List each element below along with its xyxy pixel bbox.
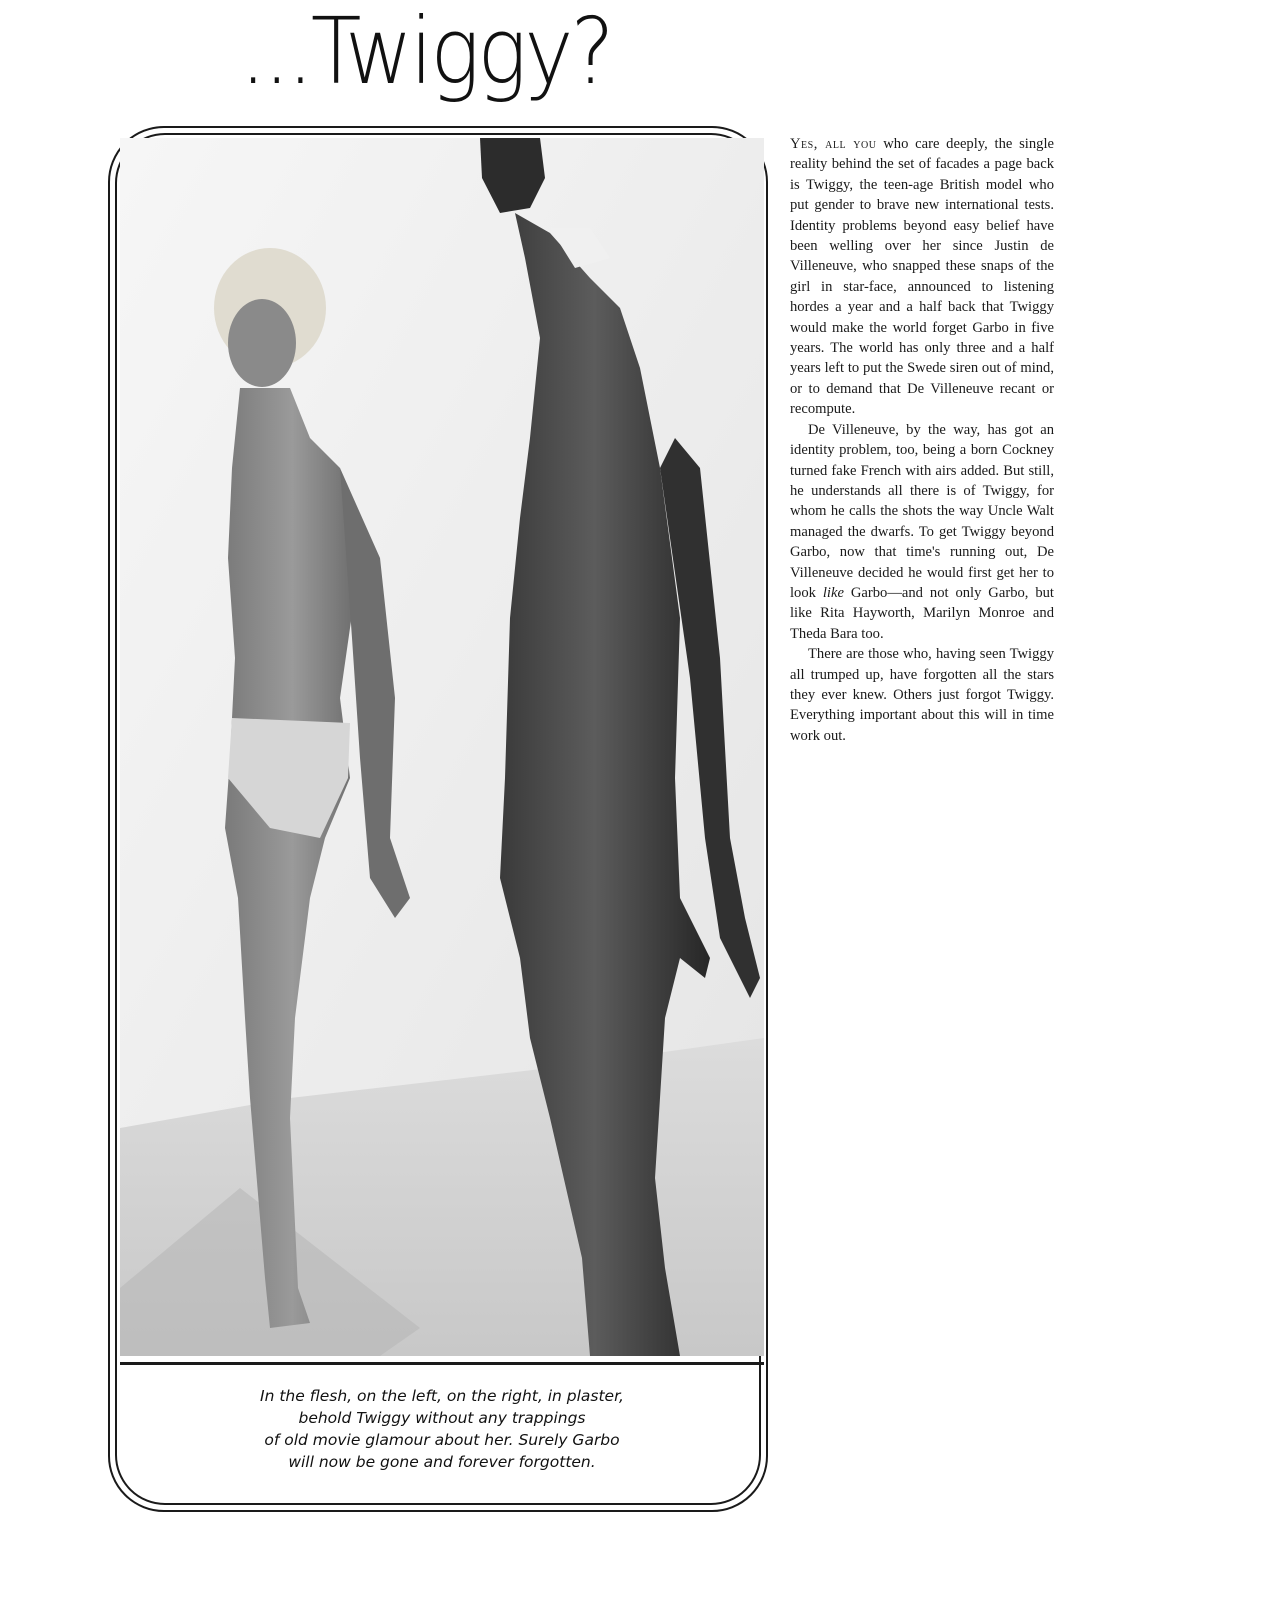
article-paragraph-3: There are those who, having seen Twiggy all trumped up, have forgotten all the stars they ever knew. Others just forgot Twiggy. Everything important about this will in time work out. [790,646,1054,744]
headline: ...Twiggy? [240,0,612,105]
caption-line: will now be gone and forever forgotten. [288,1453,596,1471]
caption-line: of old movie glamour about her. Surely Garbo [264,1431,620,1449]
caption-line: behold Twiggy without any trappings [298,1409,586,1427]
photo-illustration [120,138,764,1356]
article-paragraph-2 [790,420,1054,644]
paragraph-text: Garbo—and not only Garbo, but like Rita Hayworth, Marilyn Monroe and Theda Bara too. [790,584,1054,642]
article-body [790,134,1054,746]
caption-box [120,1362,764,1498]
paragraph-text: De Villeneuve, by the way, has got an identity problem, too, being a born Cockney turned fake French with airs added. But still, he understands all there is of Twiggy, for whom he calls the shots the way Uncle Walt managed the dwarfs. To get Twiggy beyond Garbo, now that time's running out, De Villeneuve decided he would first get her to look [790,421,1054,601]
lead-in: Yes, all you [790,136,877,152]
article-paragraph-1 [790,134,1054,420]
emphasis: like [822,584,844,601]
caption-line: In the flesh, on the left, on the right, in plaster, [260,1387,624,1405]
photo-caption [120,1385,764,1473]
photograph [120,138,764,1356]
paragraph-text: who care deeply, the single reality behind the set of facades a page back is Twiggy, the teen-age British model who put gender to brave new international tests. Identity problems beyond easy belief have been welling over her since Justin de Villeneuve, who snapped these snaps of the girl in star-face, announced to listening hordes a year and a half back that Twiggy would make the world forget Garbo in five years. The world has only three and a half years left to put the Swede siren out of mind, or to demand that De Villeneuve recant or recompute. [790,136,1054,418]
